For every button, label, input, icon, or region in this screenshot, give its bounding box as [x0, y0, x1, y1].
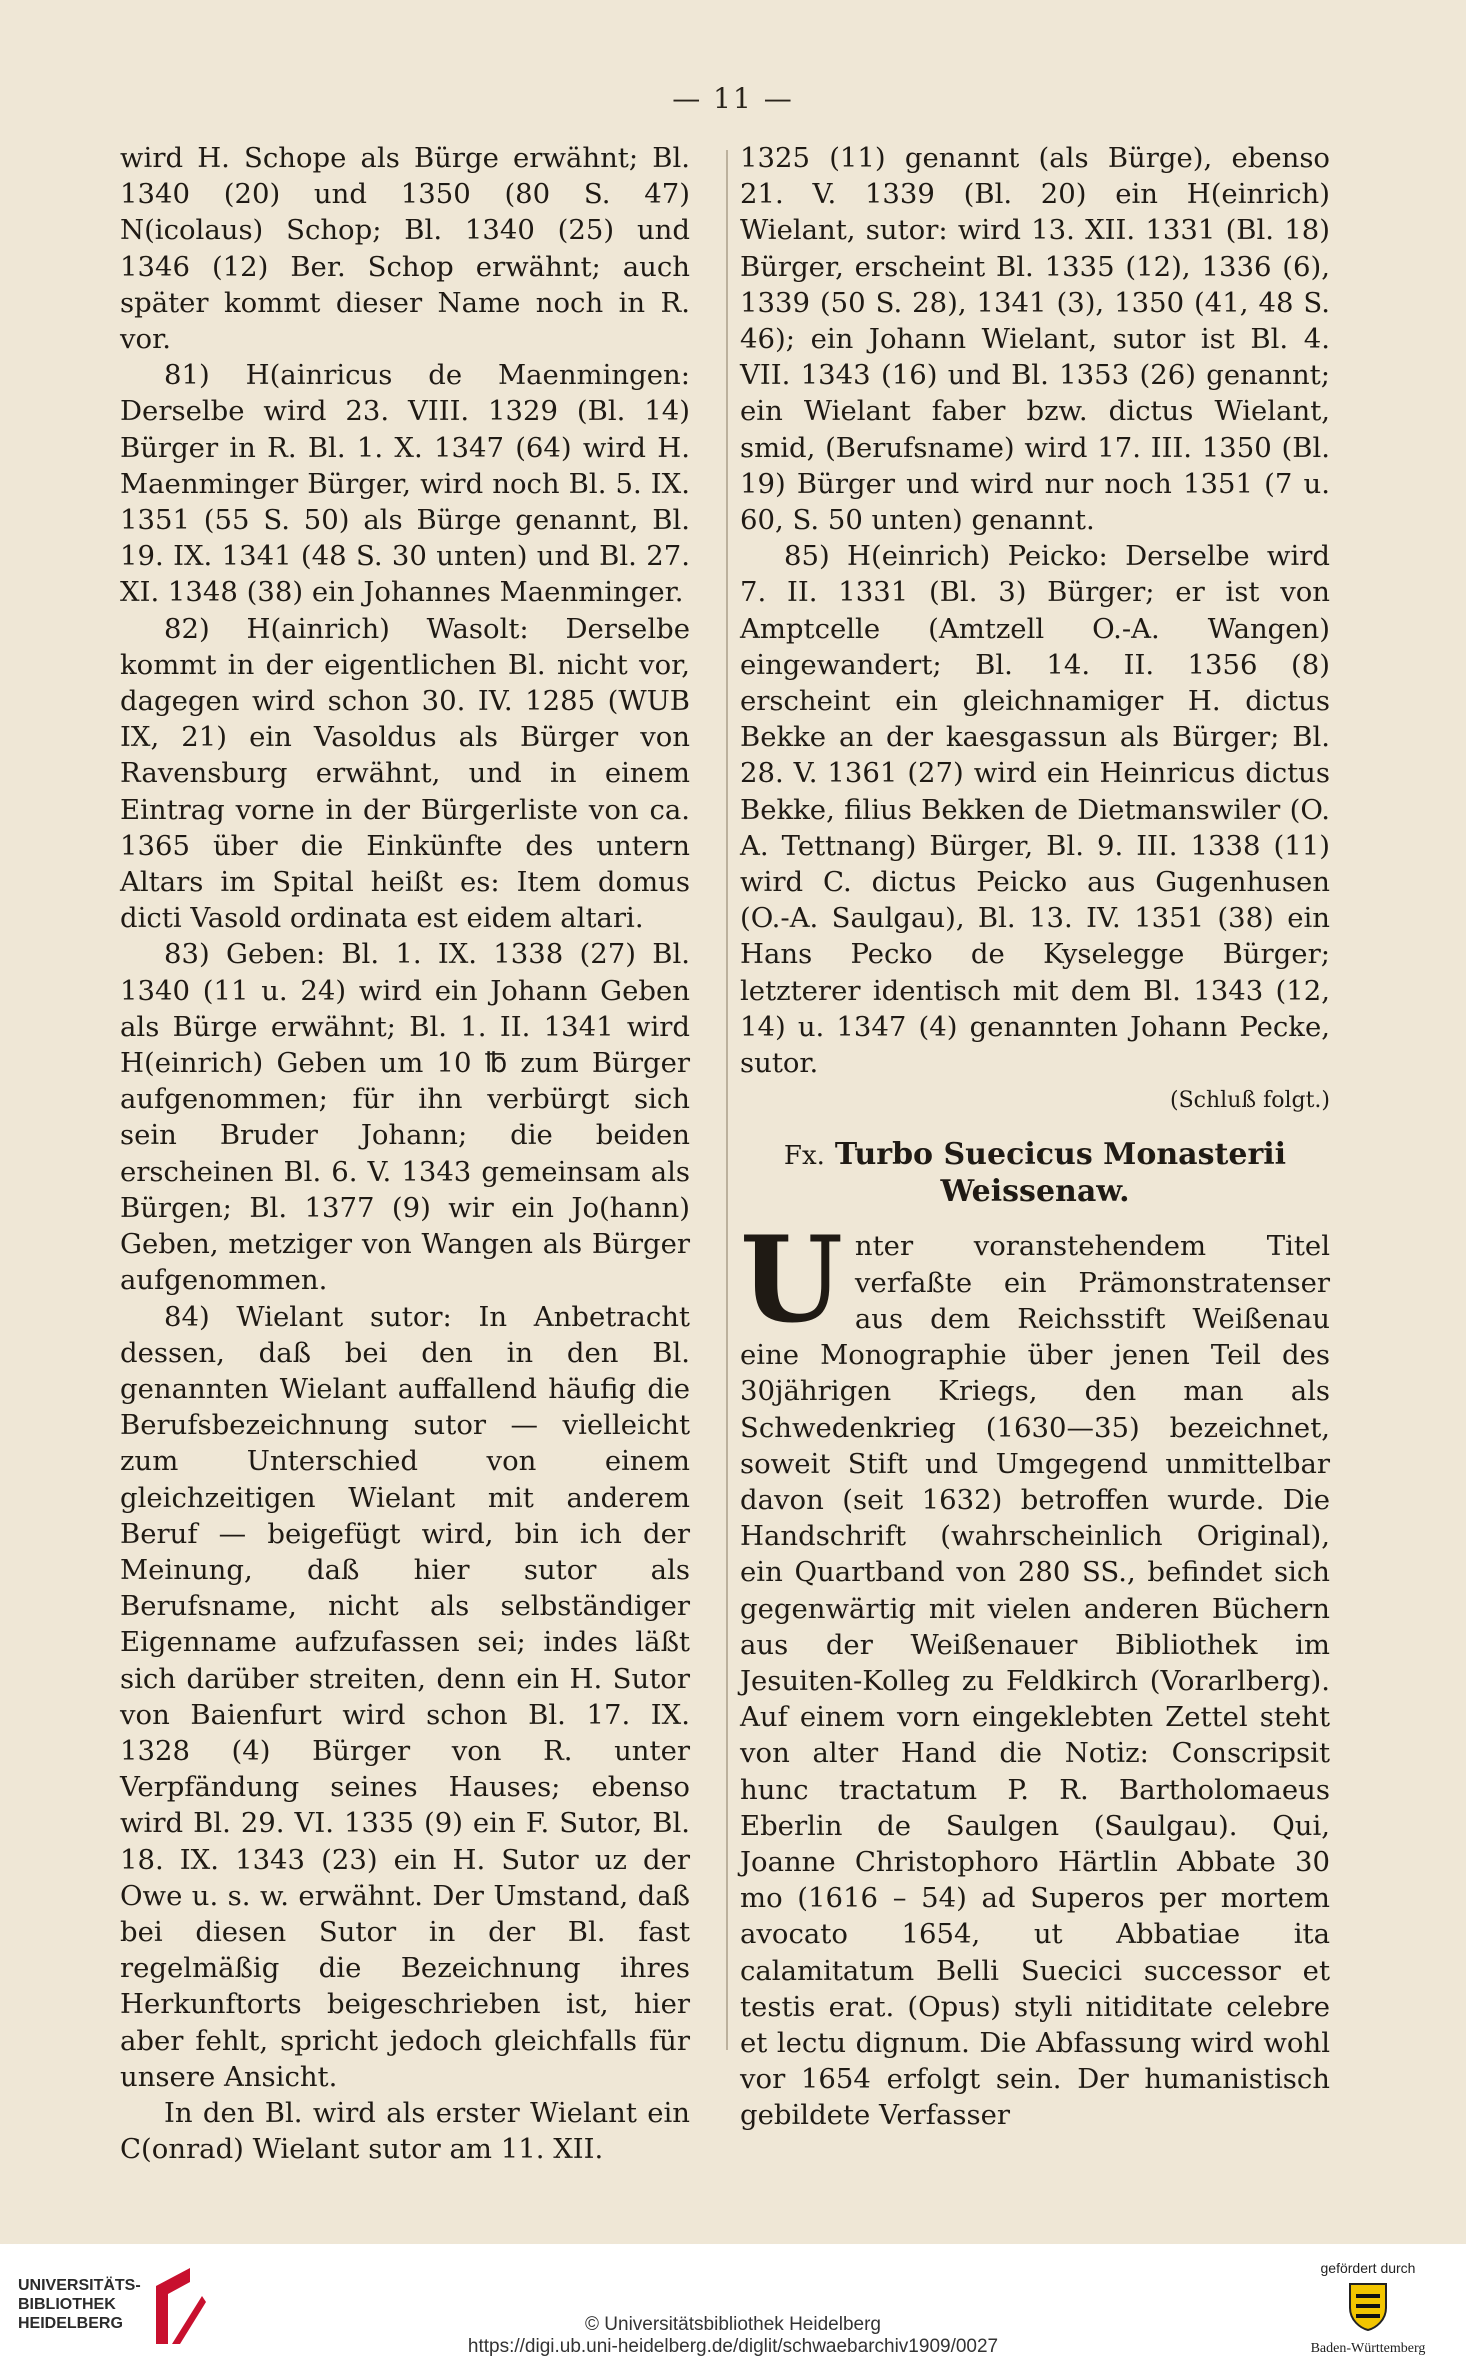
paragraph: 82) H(ainrich) Wasolt: Derselbe kommt in der eigentlichen Bl. nicht vor, dagegen wird schon 30. IV. 1285 (WUB IX, 21) ein Vasoldus als Bürger von Ravensburg erwähnt, und in einem Eintrag vorne in der Bürgerliste von ca. 1365 über die Einkünfte des untern Altars im Spital heißt es: Item domus dicti Vasold ordinata est eidem altari. [120, 612, 690, 935]
funded-by-label: gefördert durch [1320, 2260, 1416, 2276]
right-column [740, 140, 1330, 2134]
page-number: — 11 — [672, 82, 794, 115]
state-coat-of-arms-icon [1346, 2280, 1390, 2332]
funder-name: Baden-Württemberg [1310, 2341, 1426, 2356]
continuation-note: (Schluß folgt.) [1170, 1088, 1330, 1114]
left-column [120, 140, 690, 2167]
source-url[interactable]: https://digi.ub.uni-heidelberg.de/diglit/schwaebarchiv1909/0027 [467, 2336, 999, 2357]
article-title-text: Turbo Suecicus Monasterii Weissenaw. [834, 1137, 1287, 1210]
footer-bar [0, 2244, 1466, 2368]
column-divider [726, 150, 728, 2050]
library-line: UNIVERSITÄTS- [18, 2277, 141, 2294]
paragraph: 81) H(ainricus de Maenmingen: Derselbe wird 23. VIII. 1329 (Bl. 14) Bürger in R. Bl. 1. X. 1347 (64) wird H. Maenminger Bürger, wird noch Bl. 5. IX. 1351 (55 S. 50) als Bürge genannt, Bl. 19. IX. 1341 (48 S. 30 unten) und Bl. 27. XI. 1348 (38) ein Johannes Maenminger. [120, 359, 690, 609]
paragraph: 1325 (11) genannt (als Bürge), ebenso 21. V. 1339 (Bl. 20) ein H(einrich) Wielant, sutor: wird 13. XII. 1331 (Bl. 18) Bürger, erscheint Bl. 1335 (12), 1336 (6), 1339 (50 S. 28), 1341 (3), 1350 (41, 48 S. 46); ein Johann Wielant, sutor ist Bl. 4. VII. 1343 (16) und Bl. 1353 (26) genannt; ein Wielant faber bzw. dictus Wielant, smid, (Berufsname) wird 17. III. 1350 (Bl. 19) Bürger und wird nur noch 1351 (7 u. 60, S. 50 unten) genannt. [740, 142, 1330, 537]
paragraph: 84) Wielant sutor: In Anbetracht dessen, daß bei den in den Bl. genannten Wielant auffallend häufig die Berufsbezeichnung sutor — vielleicht zum Unterschied von einem gleichzeitigen Wielant mit anderem Beruf — beigefügt wird, bin ich der Meinung, daß hier sutor als Berufsname, nicht als selbständiger Eigenname aufzufassen sei; indes läßt sich darüber streiten, denn ein H. Sutor von Baienfurt wird schon Bl. 17. IX. 1328 (4) Bürger von R. unter Verpfändung seines Hauses; ebenso wird Bl. 29. VI. 1335 (9) ein F. Sutor, Bl. 18. IX. 1343 (23) ein H. Sutor uz der Owe u. s. w. erwähnt. Der Umstand, daß bei diesen Sutor in der Bl. fast regelmäßig die Bezeichnung ihres Herkunftorts beigeschrieben ist, hier aber fehlt, spricht jedoch gleichfalls für unsere Ansicht. [120, 1300, 690, 2093]
funder-logo[interactable] [1298, 2260, 1438, 2357]
paragraph: 85) H(einrich) Peicko: Derselbe wird 7. II. 1331 (Bl. 3) Bürger; er ist von Amptcelle (Amtzell O.-A. Wangen) eingewandert; Bl. 14. II. 1356 (8) erscheint ein gleichnamiger H. dictus Bekke an der kaesgassun als Bürger; Bl. 28. V. 1361 (27) wird ein Heinricus dictus Bekke, filius Bekken de Dietmanswiler (O. A. Tettnang) Bürger, Bl. 9. III. 1338 (11) wird C. dictus Peicko aus Gugenhusen (O.-A. Saulgau), Bl. 13. IV. 1351 (38) ein Hans Pecko de Kyselegge Bürger; letzterer identisch mit dem Bl. 1343 (12, 14) u. 1347 (4) genannten Johann Pecke, sutor. [740, 540, 1330, 1080]
paragraph: In den Bl. wird als erster Wielant ein C(onrad) Wielant sutor am 11. XII. [120, 2096, 690, 2166]
article-body-text: nter voranstehendem Titel verfaßte ein Prämonstratenser aus dem Reichsstift Weißenau eine Monographie über jenen Teil des 30jährigen Kriegs, den man als Schwedenkrieg (1630—35) bezeichnet, soweit Stift und Umgegend unmittelbar davon (seit 1632) betroffen wurde. Die Handschrift (wahrscheinlich Original), ein Quartband von 280 SS., befindet sich gegenwärtig mit vielen anderen Büchern aus der Weißenauer Bibliothek im Jesuiten-Kolleg zu Feldkirch (Vorarlberg). Auf einem vorn eingeklebten Zettel steht von alter Hand die Notiz: Conscripsit hunc tractatum P. R. Bartholomaeus Eberlin de Saulgen (Saulgau). Qui, Joanne Christophoro Härtlin Abbate 30 mo (1616 – 54) ad Superos per mortem avocato 1654, ut Abbatiae ita calamitatum Belli Suecici successor et testis erat. (Opus) styli nitiditate celebre et lectu dignum. Die Abfassung wird wohl vor 1654 erfolgt sein. Der humanistisch gebildete Verfasser [740, 1230, 1330, 2132]
copyright-text: © Universitätsbibliothek Heidelberg [585, 2314, 881, 2335]
footer-citation [0, 2314, 1466, 2358]
article-body [740, 1210, 1330, 2133]
section-marker: Fx. [783, 1141, 825, 1172]
paragraph: wird H. Schope als Bürge erwähnt; Bl. 1340 (20) und 1350 (80 S. 47) N(icolaus) Schop; Bl. 1340 (25) und 1346 (12) Ber. Schop erwähnt; auch später kommt dieser Name noch in R. vor. [120, 142, 690, 356]
library-line: HEIDELBERG [18, 2315, 123, 2332]
drop-capital: U [740, 1210, 843, 1350]
article-title [740, 1137, 1330, 1210]
paragraph: 83) Geben: Bl. 1. IX. 1338 (27) Bl. 1340 (11 u. 24) wird ein Johann Geben als Bürge erwähnt; Bl. 1. II. 1341 wird H(einrich) Geben um 10 ℔ zum Bürger aufgenommen; für ihn verbürgt sich sein Bruder Johann; die beiden erscheinen Bl. 6. V. 1343 gemeinsam als Bürgen; Bl. 1377 (9) wir ein Jo(hann) Geben, metziger von Wangen als Bürger aufgenommen. [120, 938, 690, 1297]
library-line: BIBLIOTHEK [18, 2296, 116, 2313]
